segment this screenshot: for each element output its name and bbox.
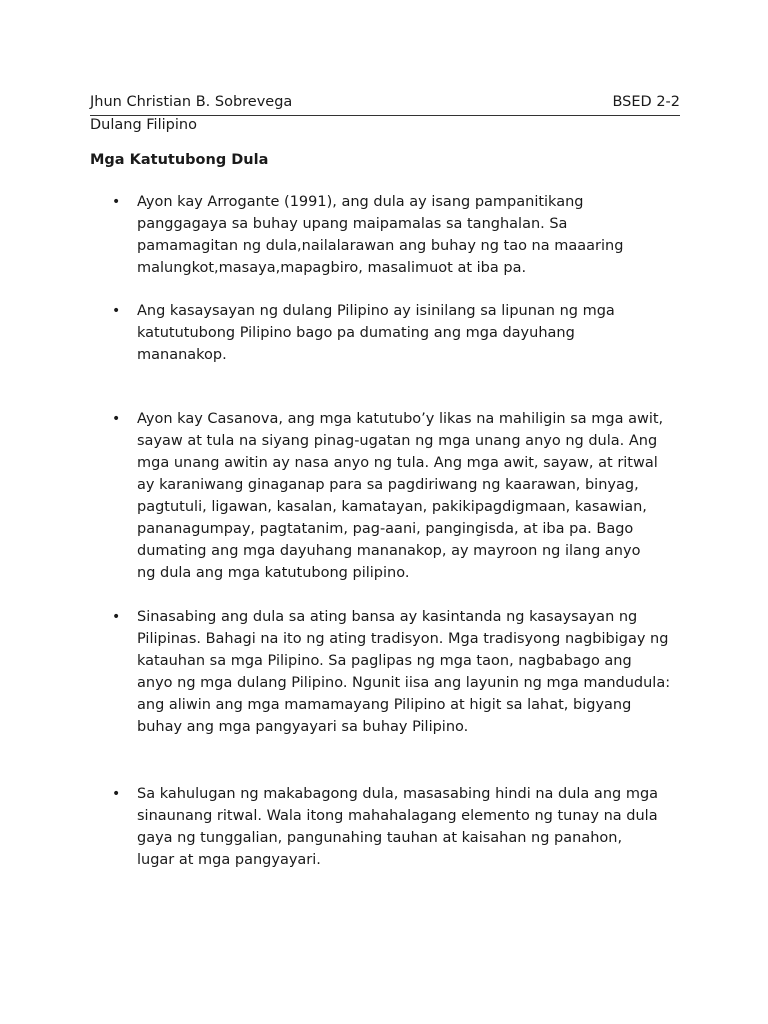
- bullet-icon: •: [112, 194, 121, 210]
- paragraph-text: Ang kasaysayan ng dulang Pilipino ay isinilang sa lipunan ng mga katututubong Pilipino bago pa dumating ang mga dayuhang mananakop.: [137, 303, 615, 363]
- list-item: [112, 783, 682, 871]
- bullet-icon: •: [112, 786, 121, 802]
- bullet-icon: •: [112, 411, 121, 427]
- paragraph-text: Ayon kay Arrogante (1991), ang dula ay isang pampanitikang panggagaya sa buhay upang maipamalas sa tanghalan. Sa pamamagitan ng dula,nailalarawan ang buhay ng tao na maaaring malungkot,masaya,mapagbiro, masalimuot at iba pa.: [137, 194, 624, 276]
- list-item: [112, 191, 682, 279]
- author-name: Jhun Christian B. Sobrevega: [90, 94, 293, 110]
- paragraph-text: Ayon kay Casanova, ang mga katutubo’y likas na mahiligin sa mga awit, sayaw at tula na siyang pinag-ugatan ng mga unang anyo ng dula. Ang mga unang awitin ay nasa anyo ng tula. Ang mga awit, sayaw, at ritwal ay karaniwang ginaganap para sa pagdiriwang ng kaarawan, binyag, pagtutuli, ligawan, kasalan, kamatayan, pakikipagdigmaan, kasawian, pananagumpay, pagtatanim, pag-aani, pangingisda, at iba pa. Bago dumating ang mga dayuhang mananakop, ay mayroon ng ilang anyo ng dula ang mga katutubong pilipino.: [137, 411, 664, 581]
- list-item: [112, 606, 682, 738]
- document-title: Mga Katutubong Dula: [90, 152, 269, 168]
- list-item: [112, 300, 682, 366]
- paragraph-text: Sa kahulugan ng makabagong dula, masasabing hindi na dula ang mga sinaunang ritwal. Wala itong mahahalagang elemento ng tunay na dula gaya ng tunggalian, pangunahing tauhan at kaisahan ng panahon, lugar at mga pangyayari.: [137, 786, 659, 868]
- list-item: [112, 408, 682, 584]
- paragraph-text: Sinasabing ang dula sa ating bansa ay kasintanda ng kasaysayan ng Pilipinas. Bahagi na ito ng ating tradisyon. Mga tradisyong nagbibigay ng katauhan sa mga Pilipino. Sa paglipas ng mga taon, nagbabago ang anyo ng mga dulang Pilipino. Ngunit iisa ang layunin ng mga mandudula: ang aliwin ang mga mamamayang Pilipino at higit sa lahat, bigyang buhay ang mga pangyayari sa buhay Pilipino.: [137, 609, 671, 735]
- document-header: [90, 93, 680, 116]
- course-name: Dulang Filipino: [90, 117, 197, 133]
- bullet-icon: •: [112, 303, 121, 319]
- section-label: BSED 2-2: [612, 94, 680, 110]
- bullet-icon: •: [112, 609, 121, 625]
